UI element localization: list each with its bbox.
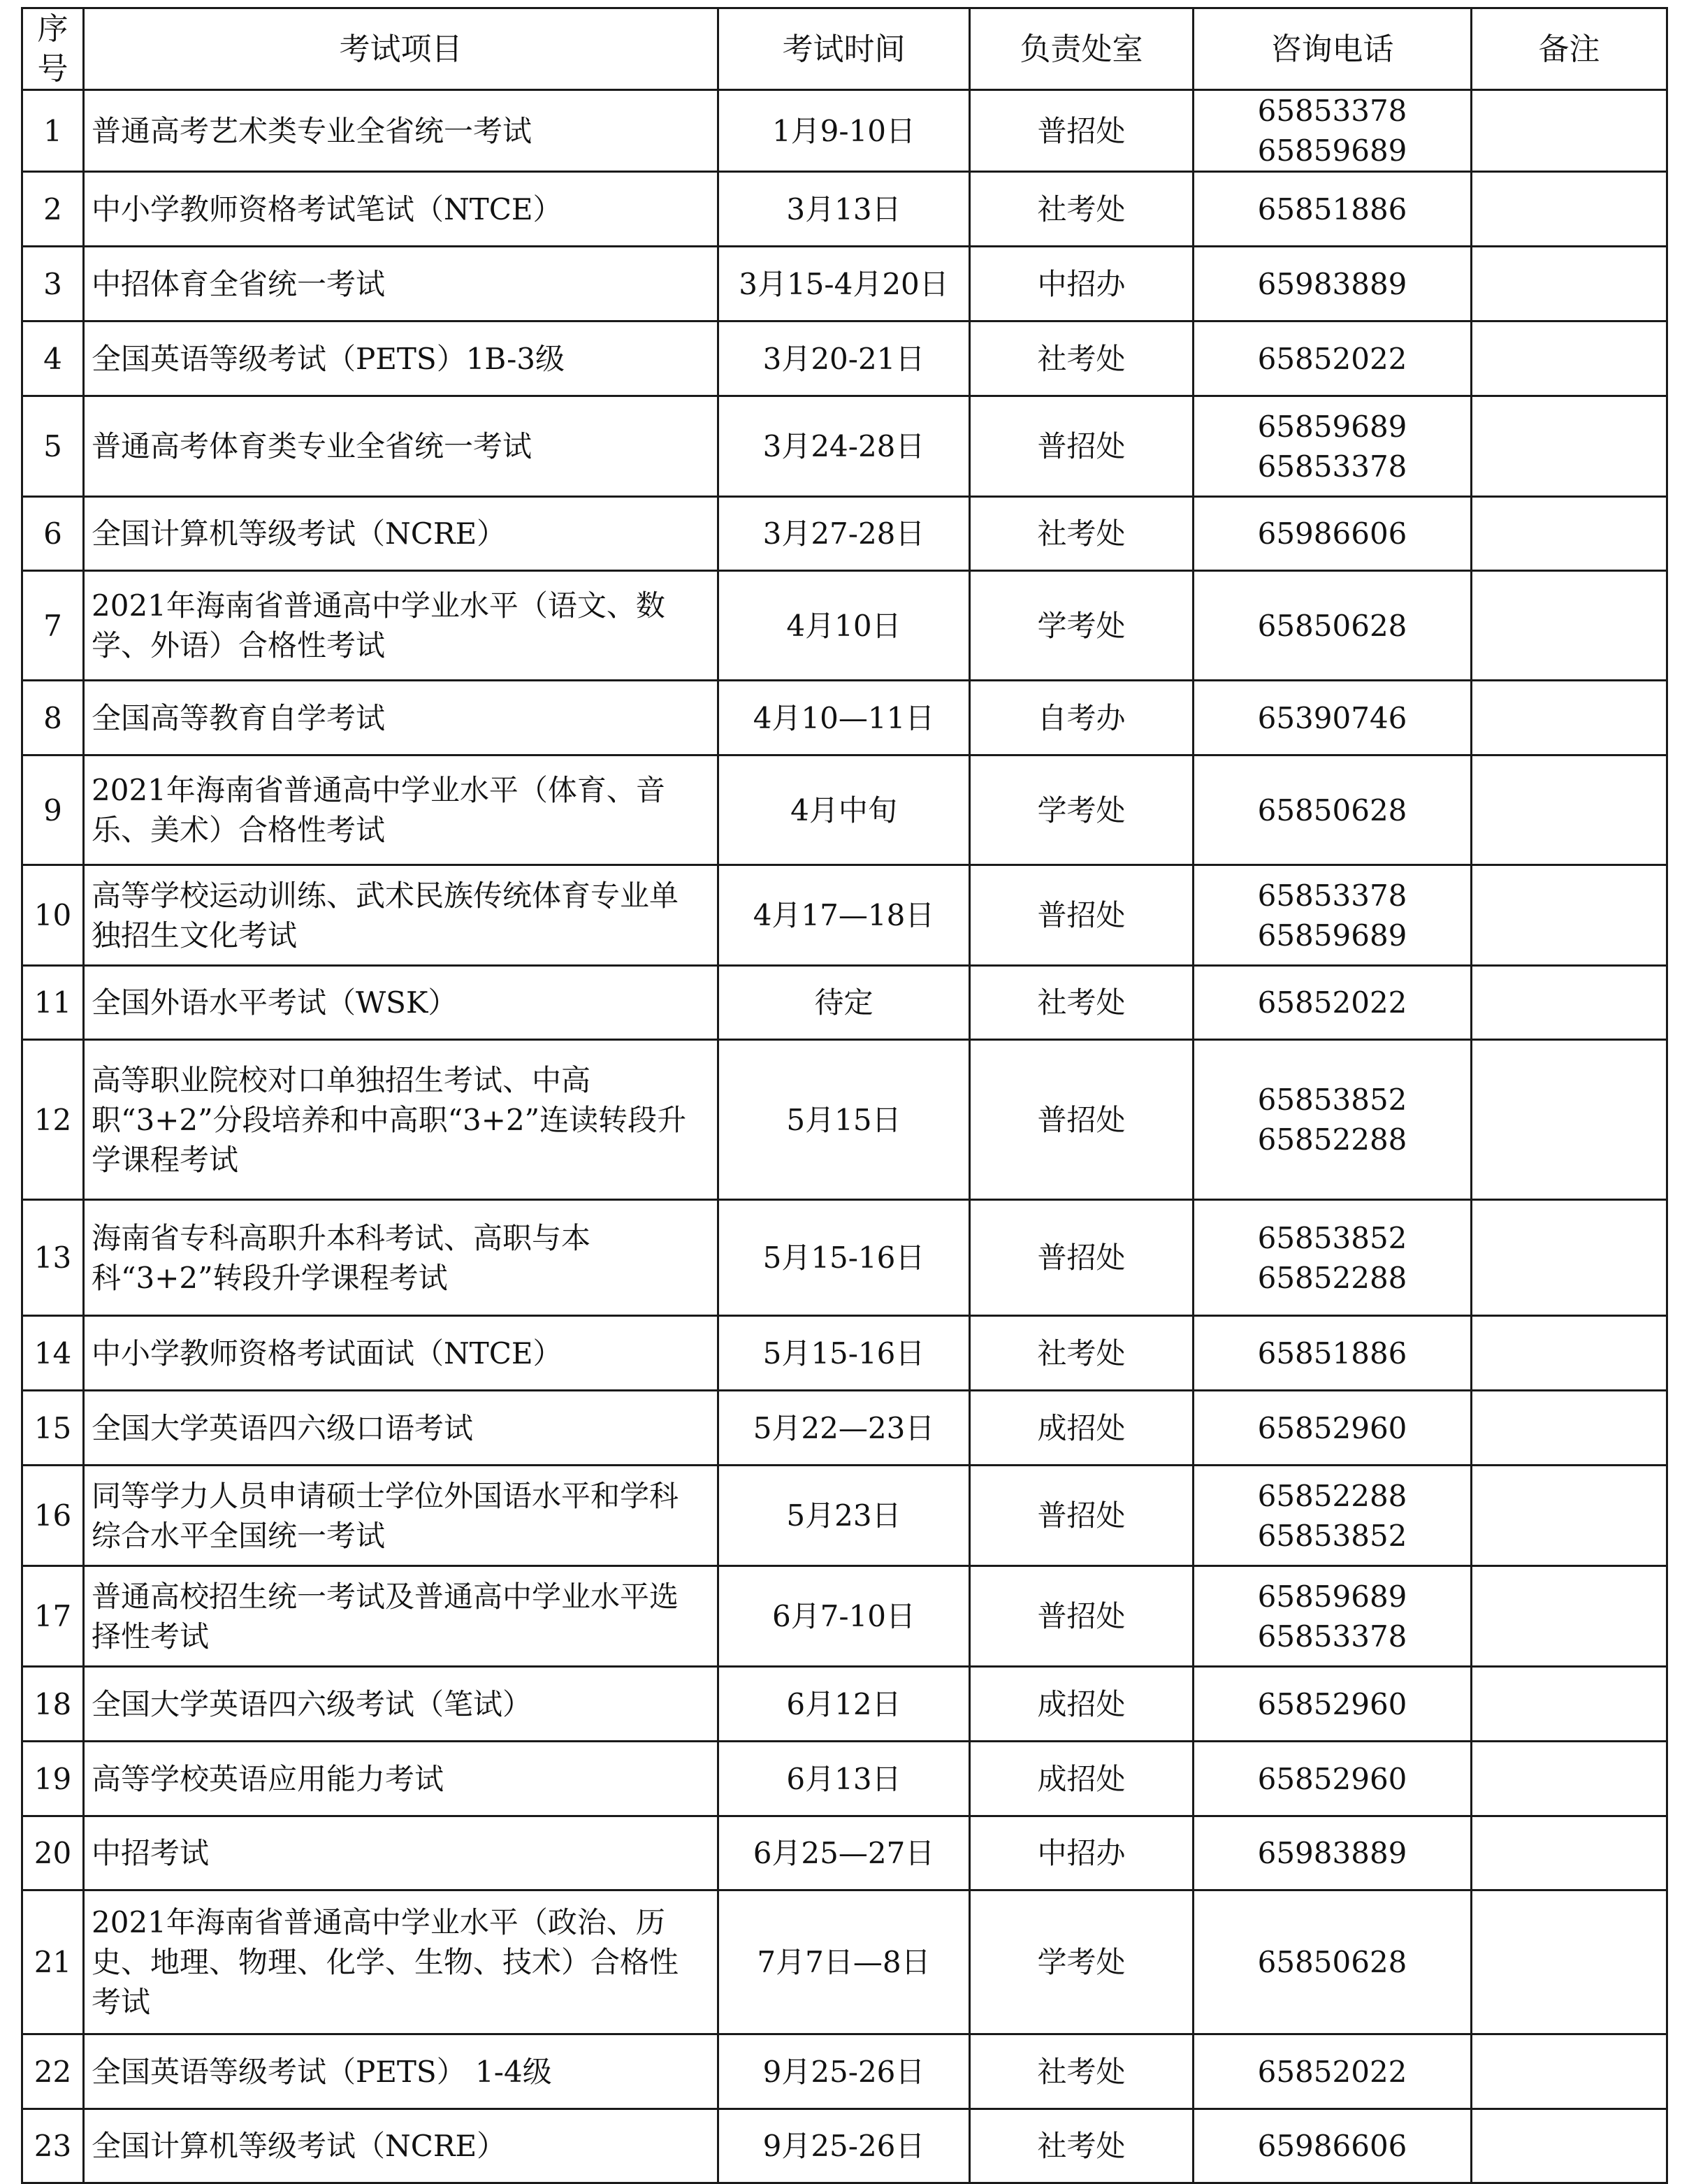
responsible-department: 普招处 (970, 1466, 1194, 1566)
responsible-department: 社考处 (970, 2034, 1194, 2109)
exam-name: 中小学教师资格考试笔试（NTCE） (84, 172, 718, 247)
row-number: 16 (22, 1466, 84, 1566)
phone-number: 65859689 (1257, 1579, 1407, 1614)
phone-number: 65853852 (1257, 1220, 1407, 1255)
table-row (22, 1316, 1667, 1391)
note-cell (1472, 1316, 1667, 1391)
phone-cell (1194, 966, 1472, 1040)
table-row (22, 1040, 1667, 1200)
table-row (22, 1466, 1667, 1566)
responsible-department: 学考处 (970, 755, 1194, 865)
note-cell (1472, 865, 1667, 966)
note-cell (1472, 90, 1667, 172)
row-number: 18 (22, 1667, 84, 1742)
exam-time: 5月15-16日 (718, 1200, 970, 1316)
exam-name: 全国英语等级考试（PETS）1B-3级 (84, 321, 718, 396)
phone-cell (1194, 497, 1472, 571)
note-cell (1472, 1466, 1667, 1566)
exam-time: 3月27-28日 (718, 497, 970, 571)
responsible-department: 普招处 (970, 396, 1194, 497)
responsible-department: 普招处 (970, 1566, 1194, 1667)
exam-time: 4月中旬 (718, 755, 970, 865)
responsible-department: 社考处 (970, 1316, 1194, 1391)
phone-cell (1194, 1466, 1472, 1566)
phone-number: 65983889 (1257, 266, 1407, 301)
phone-cell (1194, 1200, 1472, 1316)
phone-cell (1194, 247, 1472, 321)
row-number: 8 (22, 681, 84, 755)
row-number: 23 (22, 2109, 84, 2183)
responsible-department: 成招处 (970, 1667, 1194, 1742)
responsible-department: 普招处 (970, 1040, 1194, 1200)
phone-cell (1194, 321, 1472, 396)
row-number: 6 (22, 497, 84, 571)
note-cell (1472, 172, 1667, 247)
phone-number: 65852960 (1257, 1686, 1407, 1721)
note-cell (1472, 2109, 1667, 2183)
row-number: 19 (22, 1742, 84, 1816)
note-cell (1472, 571, 1667, 681)
phone-number: 65853378 (1257, 878, 1407, 913)
phone-number: 65859689 (1257, 409, 1407, 444)
exam-time: 6月7-10日 (718, 1566, 970, 1667)
phone-cell (1194, 1667, 1472, 1742)
responsible-department: 社考处 (970, 321, 1194, 396)
note-cell (1472, 1742, 1667, 1816)
header-dept: 负责处室 (970, 8, 1194, 90)
phone-number: 65852022 (1257, 2054, 1407, 2089)
row-number: 20 (22, 1816, 84, 1890)
exam-name: 全国外语水平考试（WSK） (84, 966, 718, 1040)
note-cell (1472, 1391, 1667, 1466)
exam-time: 4月10日 (718, 571, 970, 681)
exam-name: 高等职业院校对口单独招生考试、中高职“3+2”分段培养和中高职“3+2”连读转段升学课程考试 (84, 1040, 718, 1200)
phone-number: 65852960 (1257, 1761, 1407, 1796)
table-body (22, 90, 1667, 2183)
exam-time: 5月15日 (718, 1040, 970, 1200)
header-note: 备注 (1472, 8, 1667, 90)
responsible-department: 社考处 (970, 497, 1194, 571)
phone-cell (1194, 1566, 1472, 1667)
exam-name: 全国计算机等级考试（NCRE） (84, 497, 718, 571)
exam-schedule-table (21, 7, 1668, 2184)
responsible-department: 中招办 (970, 247, 1194, 321)
row-number: 17 (22, 1566, 84, 1667)
exam-name: 中招考试 (84, 1816, 718, 1890)
table-row (22, 321, 1667, 396)
table-row (22, 1566, 1667, 1667)
phone-number: 65859689 (1257, 918, 1407, 953)
table-row (22, 755, 1667, 865)
phone-number: 65852022 (1257, 985, 1407, 1020)
row-number: 2 (22, 172, 84, 247)
header-name: 考试项目 (84, 8, 718, 90)
exam-name: 同等学力人员申请硕士学位外国语水平和学科综合水平全国统一考试 (84, 1466, 718, 1566)
table-row (22, 1200, 1667, 1316)
exam-time: 4月17—18日 (718, 865, 970, 966)
exam-time: 1月9-10日 (718, 90, 970, 172)
exam-name: 高等学校运动训练、武术民族传统体育专业单独招生文化考试 (84, 865, 718, 966)
exam-time: 3月24-28日 (718, 396, 970, 497)
phone-number: 65850628 (1257, 1945, 1407, 1979)
note-cell (1472, 1200, 1667, 1316)
phone-number: 65390746 (1257, 700, 1407, 735)
exam-name: 全国计算机等级考试（NCRE） (84, 2109, 718, 2183)
exam-time: 6月25—27日 (718, 1816, 970, 1890)
phone-number: 65850628 (1257, 608, 1407, 643)
phone-cell (1194, 1391, 1472, 1466)
note-cell (1472, 1816, 1667, 1890)
phone-number: 65850628 (1257, 793, 1407, 827)
note-cell (1472, 2034, 1667, 2109)
note-cell (1472, 755, 1667, 865)
responsible-department: 普招处 (970, 90, 1194, 172)
phone-number: 65852288 (1257, 1122, 1407, 1157)
row-number: 14 (22, 1316, 84, 1391)
phone-number: 65851886 (1257, 1336, 1407, 1371)
note-cell (1472, 497, 1667, 571)
exam-time: 3月15-4月20日 (718, 247, 970, 321)
row-number: 13 (22, 1200, 84, 1316)
row-number: 1 (22, 90, 84, 172)
phone-number: 65986606 (1257, 516, 1407, 551)
phone-cell (1194, 681, 1472, 755)
responsible-department: 普招处 (970, 865, 1194, 966)
phone-number: 65983889 (1257, 1836, 1407, 1870)
table-row (22, 90, 1667, 172)
phone-cell (1194, 755, 1472, 865)
table-row (22, 966, 1667, 1040)
exam-name: 普通高校招生统一考试及普通高中学业水平选择性考试 (84, 1566, 718, 1667)
note-cell (1472, 396, 1667, 497)
exam-time: 9月25-26日 (718, 2034, 970, 2109)
responsible-department: 自考办 (970, 681, 1194, 755)
phone-cell (1194, 1316, 1472, 1391)
responsible-department: 中招办 (970, 1816, 1194, 1890)
note-cell (1472, 966, 1667, 1040)
exam-name: 2021年海南省普通高中学业水平（体育、音乐、美术）合格性考试 (84, 755, 718, 865)
phone-cell (1194, 90, 1472, 172)
table-row (22, 396, 1667, 497)
phone-cell (1194, 2034, 1472, 2109)
phone-cell (1194, 2109, 1472, 2183)
responsible-department: 普招处 (970, 1200, 1194, 1316)
note-cell (1472, 321, 1667, 396)
row-number: 4 (22, 321, 84, 396)
exam-name: 普通高考艺术类专业全省统一考试 (84, 90, 718, 172)
row-number: 9 (22, 755, 84, 865)
exam-time: 5月23日 (718, 1466, 970, 1566)
phone-cell (1194, 1816, 1472, 1890)
exam-time: 9月25-26日 (718, 2109, 970, 2183)
exam-time: 7月7日—8日 (718, 1890, 970, 2034)
phone-number: 65851886 (1257, 191, 1407, 226)
exam-time: 6月12日 (718, 1667, 970, 1742)
row-number: 3 (22, 247, 84, 321)
responsible-department: 学考处 (970, 1890, 1194, 2034)
responsible-department: 成招处 (970, 1391, 1194, 1466)
header-row (22, 8, 1667, 90)
note-cell (1472, 1040, 1667, 1200)
exam-name: 海南省专科高职升本科考试、高职与本科“3+2”转段升学课程考试 (84, 1200, 718, 1316)
exam-time: 待定 (718, 966, 970, 1040)
exam-name: 全国英语等级考试（PETS） 1-4级 (84, 2034, 718, 2109)
exam-time: 3月20-21日 (718, 321, 970, 396)
phone-cell (1194, 1040, 1472, 1200)
exam-name: 中招体育全省统一考试 (84, 247, 718, 321)
exam-name: 2021年海南省普通高中学业水平（政治、历史、地理、物理、化学、生物、技术）合格性考试 (84, 1890, 718, 2034)
exam-time: 5月22—23日 (718, 1391, 970, 1466)
exam-name: 中小学教师资格考试面试（NTCE） (84, 1316, 718, 1391)
responsible-department: 成招处 (970, 1742, 1194, 1816)
header-no: 序号 (22, 8, 84, 90)
note-cell (1472, 1890, 1667, 2034)
phone-number: 65852288 (1257, 1478, 1407, 1513)
table-row (22, 1667, 1667, 1742)
table-row (22, 1816, 1667, 1890)
table-row (22, 865, 1667, 966)
responsible-department: 学考处 (970, 571, 1194, 681)
phone-number: 65986606 (1257, 2129, 1407, 2163)
exam-name: 2021年海南省普通高中学业水平（语文、数学、外语）合格性考试 (84, 571, 718, 681)
phone-number: 65852288 (1257, 1260, 1407, 1295)
table-row (22, 1890, 1667, 2034)
responsible-department: 社考处 (970, 172, 1194, 247)
phone-number: 65859689 (1257, 133, 1407, 168)
exam-time: 4月10—11日 (718, 681, 970, 755)
note-cell (1472, 1667, 1667, 1742)
phone-number: 65853852 (1257, 1083, 1407, 1117)
responsible-department: 社考处 (970, 2109, 1194, 2183)
phone-cell (1194, 1890, 1472, 2034)
table-row (22, 1742, 1667, 1816)
row-number: 11 (22, 966, 84, 1040)
exam-time: 6月13日 (718, 1742, 970, 1816)
row-number: 12 (22, 1040, 84, 1200)
phone-number: 65853378 (1257, 449, 1407, 484)
table-row (22, 571, 1667, 681)
phone-number: 65853378 (1257, 94, 1407, 128)
phone-cell (1194, 571, 1472, 681)
note-cell (1472, 1566, 1667, 1667)
exam-time: 5月15-16日 (718, 1316, 970, 1391)
row-number: 10 (22, 865, 84, 966)
note-cell (1472, 681, 1667, 755)
row-number: 15 (22, 1391, 84, 1466)
table-row (22, 1391, 1667, 1466)
row-number: 5 (22, 396, 84, 497)
row-number: 21 (22, 1890, 84, 2034)
table-row (22, 2109, 1667, 2183)
exam-time: 3月13日 (718, 172, 970, 247)
phone-cell (1194, 172, 1472, 247)
table-row (22, 247, 1667, 321)
table-row (22, 681, 1667, 755)
table-row (22, 172, 1667, 247)
exam-name: 全国高等教育自学考试 (84, 681, 718, 755)
exam-name: 全国大学英语四六级口语考试 (84, 1391, 718, 1466)
row-number: 22 (22, 2034, 84, 2109)
row-number: 7 (22, 571, 84, 681)
table-row (22, 2034, 1667, 2109)
phone-cell (1194, 1742, 1472, 1816)
responsible-department: 社考处 (970, 966, 1194, 1040)
note-cell (1472, 247, 1667, 321)
phone-number: 65853378 (1257, 1619, 1407, 1654)
phone-cell (1194, 396, 1472, 497)
exam-name: 全国大学英语四六级考试（笔试） (84, 1667, 718, 1742)
phone-cell (1194, 865, 1472, 966)
phone-number: 65852022 (1257, 341, 1407, 376)
header-phone: 咨询电话 (1194, 8, 1472, 90)
exam-name: 高等学校英语应用能力考试 (84, 1742, 718, 1816)
exam-name: 普通高考体育类专业全省统一考试 (84, 396, 718, 497)
header-time: 考试时间 (718, 8, 970, 90)
phone-number: 65852960 (1257, 1410, 1407, 1445)
phone-number: 65853852 (1257, 1518, 1407, 1553)
table-row (22, 497, 1667, 571)
